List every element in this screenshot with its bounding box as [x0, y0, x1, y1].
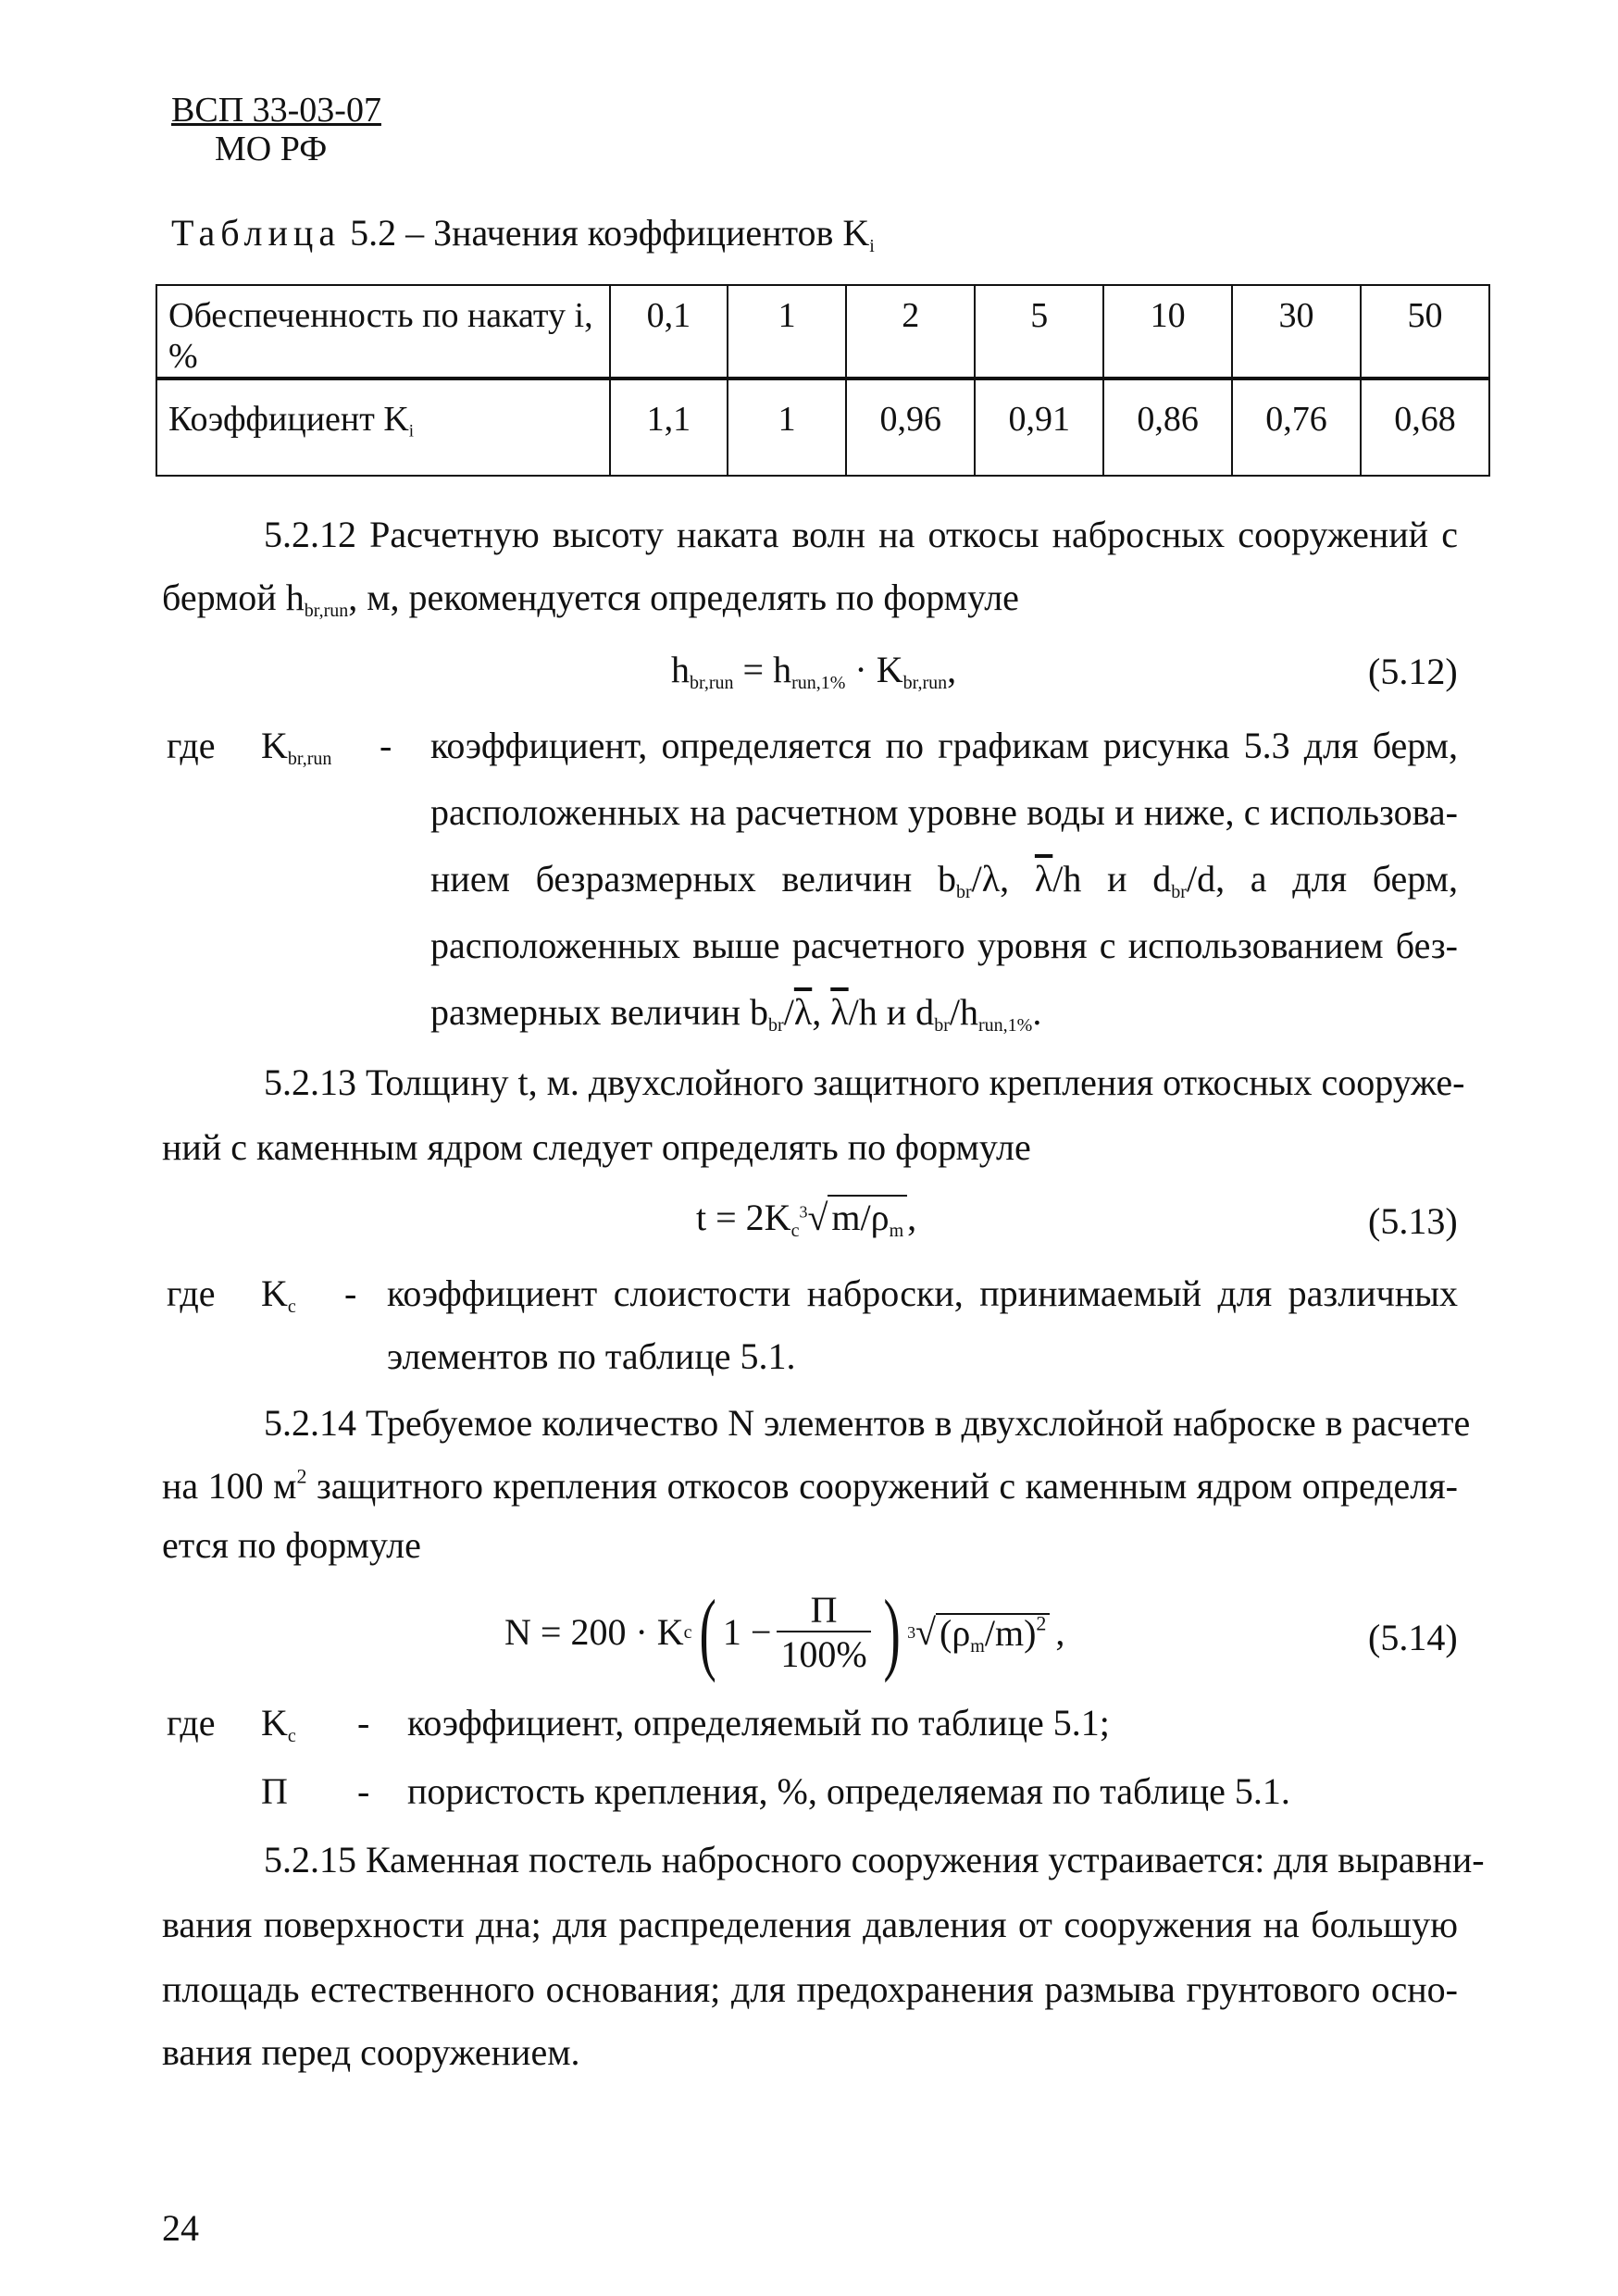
formula-5-13: $t = 2K_c^3√$ $m/\rho_m$ ,	[696, 1197, 917, 1241]
where-label: где	[167, 1702, 216, 1744]
table-cell: 0,1	[610, 285, 728, 379]
where-desc-line: коэффициент слоистости наброски, принимаемый для различных	[387, 1272, 1458, 1314]
row-label: Обеспеченность по накату i, %	[156, 285, 610, 379]
table-cell: 0,68	[1361, 379, 1489, 476]
where-desc-line: нием безразмерных величин $b_{br}/\lambda$, $\overline{\lambda}/h$ и $d_{br}/d$, а для берм,	[430, 858, 1458, 902]
where-label: где	[167, 1272, 216, 1314]
where-desc-line: размерных величин $b_{br}/\overline{\lambda}$, $\overline{\lambda}/h$ и $d_{br}/h_{run,1\%}$.	[430, 991, 1042, 1036]
where-label: где	[167, 725, 216, 766]
para-5-2-14-line2: на 100 $м^2$ защитного крепления откосов сооружений с каменным ядром определя-	[162, 1464, 1458, 1507]
where-symbol: $K_c$	[261, 1702, 296, 1746]
where-desc-line: пористость крепления, %, определяемая по таблице 5.1.	[407, 1770, 1290, 1812]
where-symbol: П	[261, 1770, 288, 1812]
right-paren: )	[883, 1581, 901, 1683]
equation-number: (5.12)	[1368, 651, 1458, 692]
table-cell: 1,1	[610, 379, 728, 476]
para-5-2-13-line1: 5.2.13 Толщину t, м. двухслойного защитного крепления откосных сооруже-	[264, 1061, 1465, 1103]
where-desc-line: расположенных на расчетном уровне воды и ниже, с использова-	[430, 791, 1458, 833]
formula-5-14: N = 200 · K c ( 1 − $\frac{П}{100\%}$ ) 3 √ $(\rho_m/m)^2$ ,	[504, 1581, 1065, 1683]
where-symbol: $K_c$	[261, 1272, 296, 1317]
where-desc-line: элементов по таблице 5.1.	[387, 1335, 796, 1377]
left-paren: (	[699, 1581, 716, 1683]
dash: -	[357, 1702, 370, 1744]
table-cell: 0,96	[846, 379, 975, 476]
organization: МО РФ	[215, 130, 328, 168]
para-5-2-15-line4: вания перед сооружением.	[162, 2031, 580, 2073]
para-5-2-12-line2: бермой $h_{br,run}$, м, рекомендуется определять по формуле	[162, 577, 1019, 621]
para-5-2-13-line2: ний с каменным ядром следует определять по формуле	[162, 1126, 1031, 1168]
where-desc-line: расположенных выше расчетного уровня с использованием без-	[430, 925, 1458, 966]
table-cell: 1	[728, 285, 846, 379]
table-row	[156, 379, 1489, 476]
para-5-2-15-line1: 5.2.15 Каменная постель набросного сооружения устраивается: для выравни-	[264, 1839, 1485, 1880]
formula-5-12: $h_{br,run} = h_{run,1\%} \cdot K_{br,run}$,	[671, 649, 957, 693]
dash: -	[344, 1272, 357, 1314]
dash: -	[380, 725, 392, 766]
table-cell: 0,76	[1232, 379, 1361, 476]
para-5-2-14-line1: 5.2.14 Требуемое количество N элементов в двухслойной наброске в расчете	[264, 1402, 1471, 1444]
table-cell: 5	[975, 285, 1103, 379]
table-cell: 0,86	[1103, 379, 1232, 476]
where-symbol: $K_{br,run}$	[261, 725, 332, 769]
para-5-2-12-line1: 5.2.12 Расчетную высоту наката волн на откосы набросных сооружений с	[264, 514, 1458, 555]
document-code: ВСП 33-03-07	[171, 91, 381, 130]
table-cell: 30	[1232, 285, 1361, 379]
page-number: 24	[162, 2207, 199, 2249]
table-cell: 0,91	[975, 379, 1103, 476]
table-cell: 10	[1103, 285, 1232, 379]
row-label: Коэффициент $K_i$	[156, 379, 610, 476]
para-5-2-15-line3: площадь естественного основания; для предохранения размыва грунтового осно-	[162, 1968, 1458, 2010]
equation-number: (5.13)	[1368, 1200, 1458, 1242]
table-cell: 2	[846, 285, 975, 379]
equation-number: (5.14)	[1368, 1617, 1458, 1658]
table-cell: 50	[1361, 285, 1489, 379]
table-row	[156, 285, 1489, 379]
fraction: $\frac{П}{100\%}$	[777, 1590, 870, 1675]
coefficients-table	[156, 284, 1490, 477]
para-5-2-14-line3: ется по формуле	[162, 1524, 421, 1566]
where-desc-line: коэффициент, определяемый по таблице 5.1;	[407, 1702, 1110, 1744]
table-caption: Таблица 5.2 – Значения коэффициентов $K_i$	[171, 212, 875, 256]
where-desc-line: коэффициент, определяется по графикам рисунка 5.3 для берм,	[430, 725, 1458, 766]
dash: -	[357, 1770, 370, 1812]
table-cell: 1	[728, 379, 846, 476]
para-5-2-15-line2: вания поверхности дна; для распределения давления от сооружения на большую	[162, 1904, 1458, 1945]
